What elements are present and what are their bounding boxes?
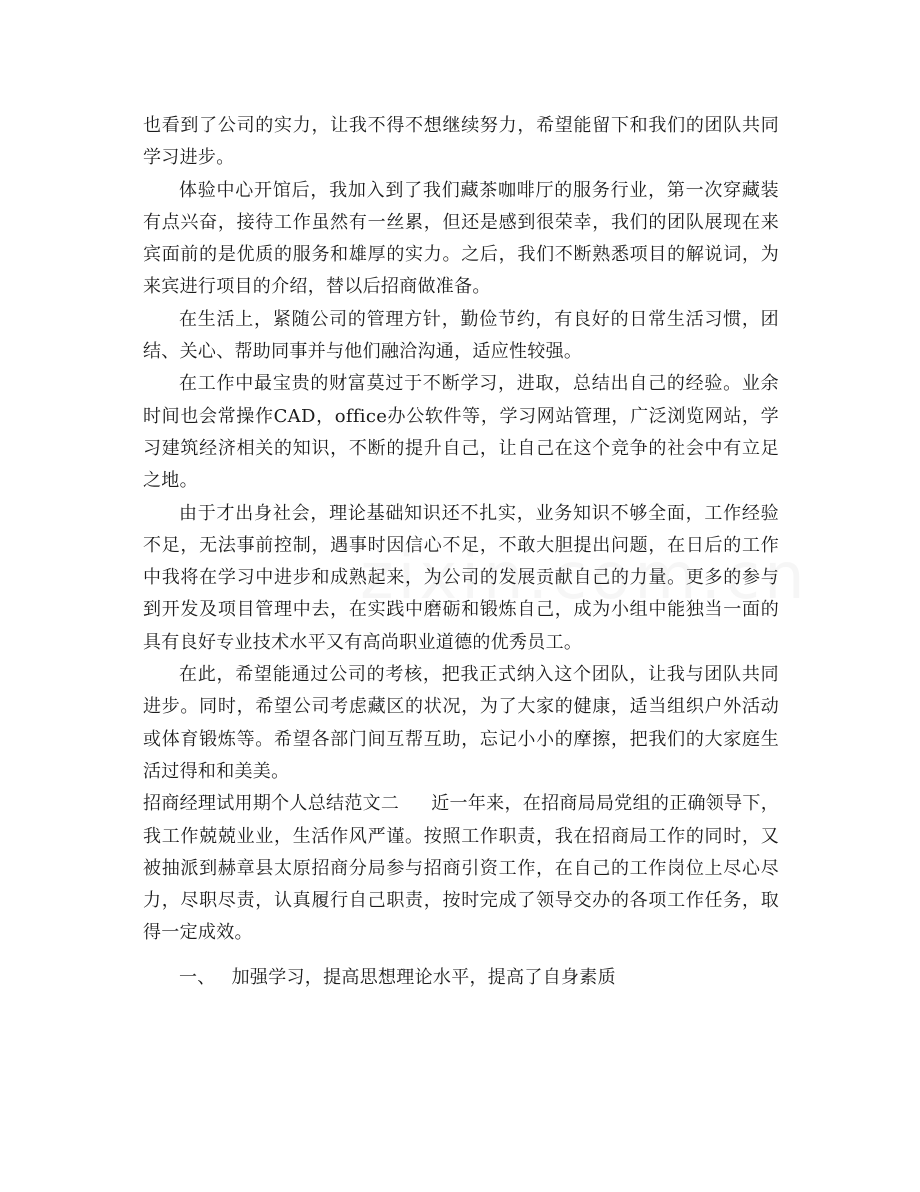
section-title: 加强学习，提高思想理论水平，提高了自身素质 (231, 966, 616, 988)
paragraph-hopes: 在此，希望能通过公司的考核，把我正式纳入这个团队，让我与团队共同进步。同时，希望公司考虑藏区的状况，为了大家的健康，适当组织户外活动或体育锻炼等。希望各部门间互帮互助，忘记小小的摩擦，把我们的大家庭生活过得和和美美。 (143, 664, 779, 782)
paragraph-experience-center: 体验中心开馆后，我加入到了我们藏茶咖啡厅的服务行业，第一次穿藏装有点兴奋，接待工作虽然有一丝累，但还是感到很荣幸，我们的团队展现在来宾面前的是优质的服务和雄厚的实力。之后，我们不断熟悉项目的解说词，为来宾进行项目的介绍，替以后招商做准备。 (143, 179, 779, 298)
paragraph-learning: 在工作中最宝贵的财富莫过于不断学习，进取，总结出自己的经验。业余时间也会常操作CAD，office办公软件等，学习网站管理，广泛浏览网站，学习建筑经济相关的知识，不断的提升自己，让自己在这个竞争的社会中有立足之地。 (143, 373, 779, 492)
document-body (143, 110, 779, 994)
paragraph-continuation: 也看到了公司的实力，让我不得不想继续努力，希望能留下和我们的团队共同学习进步。 (143, 115, 779, 169)
paragraph-shortcomings: 由于才出身社会，理论基础知识还不扎实，业务知识不够全面，工作经验不足，无法事前控制，遇事时因信心不足，不敢大胆提出问题，在日后的工作中我将在学习中进步和成熟起来，为公司的发展贡献自己的力量。更多的参与到开发及项目管理中去，在实践中磨砺和锻炼自己，成为小组中能独当一面的具有良好专业技术水平又有高尚职业道德的优秀员工。 (143, 502, 779, 653)
section-heading (143, 962, 779, 994)
article-intro: 近一年来，在招商局局党组的正确领导下，我工作兢兢业业，生活作风严谨。按照工作职责，我在招商局工作的同时，又被抽派到赫章县太原招商分局参与招商引资工作，在自己的工作岗位上尽心尽力，尽职尽责，认真履行自己职责，按时完成了领导交办的各项工作任务，取得一定成效。 (143, 793, 780, 944)
section-number: 一、 (179, 966, 216, 988)
paragraph-life: 在生活上，紧随公司的管理方针，勤俭节约，有良好的日常生活习惯，团结、关心、帮助同事并与他们融洽沟通，适应性较强。 (143, 308, 779, 363)
article-two-block (143, 788, 779, 949)
article-title: 招商经理试用期个人总结范文二 (143, 793, 400, 815)
